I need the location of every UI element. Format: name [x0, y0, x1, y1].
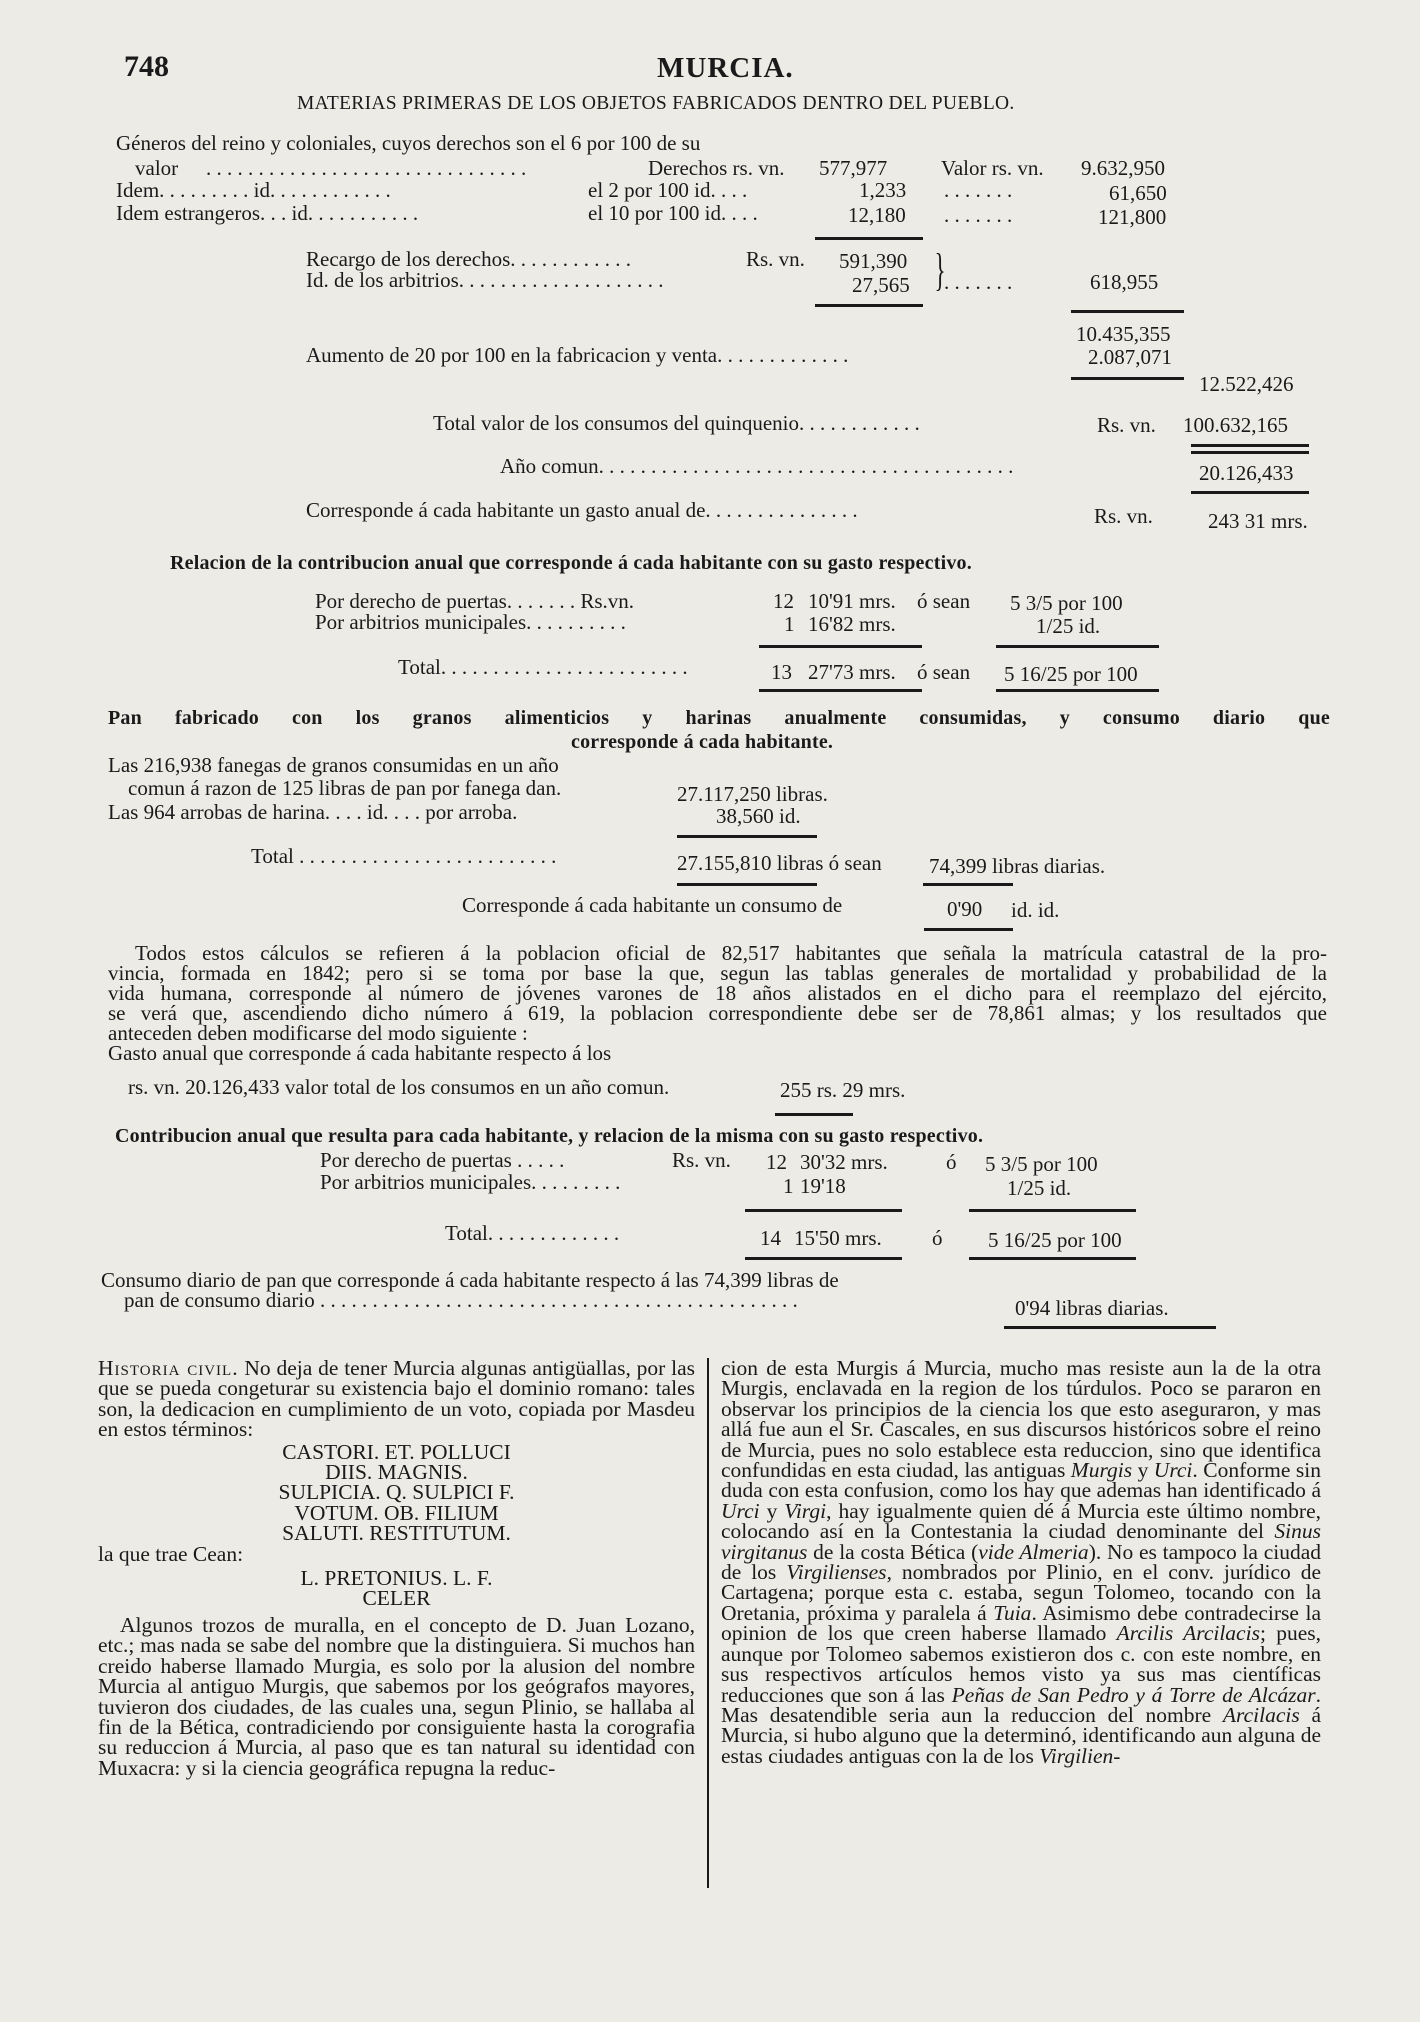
pan-total-diarias: 74,399 libras diarias.	[929, 854, 1106, 878]
consumo-diario-1: Consumo diario de pan que corresponde á cada habitante respecto á las 74,399 libras de	[101, 1268, 839, 1292]
contrib-total-rs: 14	[760, 1226, 781, 1250]
todos-line: anteceden deben modificarse del modo siguiente :	[108, 1021, 528, 1045]
total-valor-unit: Rs. vn.	[1097, 413, 1156, 437]
historia-right-column	[721, 1358, 1321, 1766]
relacion-row2-frac: 1/25 id.	[1036, 614, 1101, 638]
contrib-row2-frac: 1/25 id.	[1007, 1176, 1072, 1200]
total-valor-value: 100.632,165	[1183, 413, 1288, 437]
rule	[775, 1113, 853, 1116]
row1-derechos: 577,977	[819, 156, 888, 180]
pan-title-2: corresponde á cada habitante.	[571, 731, 834, 753]
relacion-row2-rs: 1	[784, 612, 795, 636]
rule	[996, 689, 1159, 692]
rule	[1191, 444, 1309, 447]
historia-left-column	[98, 1358, 695, 1778]
rule	[969, 1209, 1136, 1212]
consumo-diario-2: pan de consumo diario . . . . . . . . . . . . . . . . . . . . . . . . . . . . . . . . . . . . . . . . . . . . . .	[124, 1288, 798, 1312]
inscription-line: CELER	[362, 1586, 431, 1611]
rule	[815, 237, 923, 240]
pan-total-value: 27.155,810 libras ó sean	[677, 851, 882, 875]
rule	[1071, 310, 1184, 313]
pan-line3-value: 38,560 id.	[716, 804, 801, 828]
contrib-total-conj: ó	[932, 1226, 943, 1250]
row1-valor-label: Valor rs. vn.	[941, 156, 1044, 180]
relacion-row1-frac: 5 3/5 por 100	[1010, 591, 1123, 615]
pan-line3: Las 964 arrobas de harina. . . . id. . . . por arroba.	[108, 800, 518, 824]
inscription-line: SULPICIA. Q. SULPICI F.	[278, 1480, 515, 1505]
row2-valor: 61,650	[1109, 181, 1167, 205]
rule	[745, 1257, 902, 1260]
rule	[759, 645, 922, 648]
gasto-anual-2: rs. vn. 20.126,433 valor total de los consumos en un año comun.	[128, 1075, 670, 1099]
contrib-total-frac: 5 16/25 por 100	[988, 1228, 1122, 1252]
pan-line2-value: 27.117,250 libras.	[677, 782, 828, 806]
rule	[1191, 451, 1309, 454]
ano-comun-value: 20.126,433	[1199, 461, 1294, 485]
rule	[677, 883, 817, 886]
rule	[996, 645, 1159, 648]
contrib-row1-rs: 12	[766, 1150, 787, 1174]
relacion-row1-label: Por derecho de puertas. . . . . . . Rs.vn.	[315, 589, 635, 613]
row1-label: valor	[135, 156, 179, 180]
rule	[924, 928, 1013, 931]
relacion-row2-mrs: 16'82 mrs.	[808, 612, 896, 636]
rule	[969, 1257, 1136, 1260]
relacion-row1-conj: ó sean	[917, 589, 971, 613]
running-title: MURCIA.	[657, 52, 794, 84]
relacion-total-rs: 13	[771, 660, 792, 684]
contrib-row1-conj: ó	[946, 1150, 957, 1174]
row3-derechos: 12,180	[848, 203, 906, 227]
arbitrios-dots: . . . . . . .	[944, 270, 1013, 294]
row2-rate: el 2 por 100 id. . . .	[588, 178, 748, 202]
materias-intro: Géneros del reino y coloniales, cuyos derechos son el 6 por 100 de su	[116, 131, 701, 155]
row1-dots: . . . . . . . . . . . . . . . . . . . . . . . . . . . . . . .	[206, 156, 527, 180]
relacion-title: Relacion de la contribucion anual que corresponde á cada habitante con su gasto respectivo.	[170, 552, 972, 574]
row3-rate: el 10 por 100 id. . . .	[588, 201, 758, 225]
arbitrios-label: Id. de los arbitrios. . . . . . . . . . . . . . . . . . . .	[306, 268, 664, 292]
relacion-total-label: Total. . . . . . . . . . . . . . . . . . . . . . . .	[398, 655, 688, 679]
historia-right-text: cion de esta Murgis á Murcia, mucho mas resiste aun la de la otra Murgis, enclavada en la region de los túrdulos. Poco se pararon en observar los principios de la ciencia los que esto aseguraron, y mas allá fue aun el Sr. Cascales, en sus discursos históricos sobre el reino de Murcia, pues no solo establece esta reduccion, sino que identifica confundidas en esta ciudad, las antiguas Murgis y Urci. Conforme sin duda con esta confusion, como los hay que ademas han identificado á Urci y Virgi, hay igualmente quien dé á Murcia este último nombre, colocando así en la Contestania la ciudad denominante del Sinus virgitanus de la costa Bética (vide Almeria). No es tampoco la ciudad de los Virgilienses, nombrados por Plinio, en el conv. jurídico de Cartagena; porque esta c. estaba, segun Tolomeo, tocando con la Oretania, próxima y paralela á Tuia. Asimismo debe contradecirse la opinion de los que creen haberse llamado Arcilis Arcilacis; pues, aunque por Tolomeo sabemos existieron dos c. con este nombre, en sus respectivos artículos hemos visto ya sus mas científicas reducciones que son á las Peñas de San Pedro y á Torre de Alcázar. Mas desatendible seria aun la reduccion del nombre Arcilacis á Murcia, si hubo alguno que la determinó, identificando aun alguna de estas ciudades antiguas con la de los Virgilien-	[721, 1356, 1322, 1768]
contrib-row1-label: Por derecho de puertas . . . . .	[320, 1148, 565, 1172]
pan-consumo-unit: id. id.	[1011, 898, 1060, 922]
gasto-anual-value: 255 rs. 29 mrs.	[780, 1078, 906, 1102]
contrib-row1-mrs: 30'32 mrs.	[800, 1150, 888, 1174]
pan-consumo-label: Corresponde á cada habitante un consumo de	[462, 893, 843, 917]
relacion-row1-mrs: 10'91 mrs.	[808, 589, 896, 613]
row3-label: Idem estrangeros. . . id. . . . . . . . . . .	[116, 201, 419, 225]
column-divider	[707, 1358, 709, 1888]
rule	[923, 883, 1013, 886]
historia-heading: Historia civil.	[98, 1356, 239, 1380]
gasto-unit: Rs. vn.	[1094, 504, 1153, 528]
recargo-label: Recargo de los derechos. . . . . . . . . . . .	[306, 247, 632, 271]
gasto-anual-1: Gasto anual que corresponde á cada habitante respecto á los	[108, 1041, 612, 1065]
historia-para2: Algunos trozos de muralla, en el concepto de D. Juan Lozano, etc.; mas nada se sabe del nombre que la distinguiera. Si muchos han creido haberse llamado Murgia, es solo por la alusion del nombre Murcia al antiguo Murgis, que sabemos por los geógrafos mayores, tuvieron dos ciudades, de las cuales una, segun Plinio, se hallaba al fin de la Bética, contradiciendo por consiguiente hasta la corografia su reduccion á Murcia, al paso que es tan natural su identidad con Muxacra: y si la ciencia geográfica repugna la reduc-	[98, 1612, 695, 1780]
aumento-value: 2.087,071	[1088, 345, 1172, 369]
gasto-label: Corresponde á cada habitante un gasto anual de. . . . . . . . . . . . . . .	[306, 498, 858, 522]
row3-dots: . . . . . . .	[944, 203, 1013, 227]
relacion-total-mrs: 27'73 mrs.	[808, 660, 896, 684]
subtotal: 10.435,355	[1076, 322, 1171, 346]
total-aumento: 12.522,426	[1199, 372, 1294, 396]
contribucion-title: Contribucion anual que resulta para cada habitante, y relacion de la misma con su gasto respectivo.	[115, 1125, 984, 1147]
contrib-row1-unit: Rs. vn.	[672, 1148, 731, 1172]
rule	[1071, 377, 1184, 380]
ano-comun-label: Año comun. . . . . . . . . . . . . . . . . . . . . . . . . . . . . . . . . . . . . . . .	[500, 454, 1014, 478]
aumento-label: Aumento de 20 por 100 en la fabricacion y venta. . . . . . . . . . . . .	[306, 343, 849, 367]
contrib-row2-mrs: 19'18	[800, 1174, 846, 1198]
historia-intro-text: No deja de tener Murcia algunas antigüallas, por las que se pueda congeturar su existencia bajo el dominio romano: tales son, la dedicacion en cumplimiento de un voto, copiada por Masdeu en estos términos:	[98, 1356, 695, 1442]
inscription-line: L. PRETONIUS. L. F.	[300, 1566, 493, 1591]
relacion-total-conj: ó sean	[917, 660, 971, 684]
rule	[759, 689, 922, 692]
recargo-value: 591,390	[839, 249, 908, 273]
inscription-line: DIIS. MAGNIS.	[325, 1460, 468, 1485]
total-valor-label: Total valor de los consumos del quinquenio. . . . . . . . . . . .	[433, 411, 920, 435]
rule	[815, 304, 923, 307]
contrib-row1-frac: 5 3/5 por 100	[985, 1152, 1098, 1176]
row1-derechos-label: Derechos rs. vn.	[648, 156, 785, 180]
gasto-value: 243 31 mrs.	[1208, 509, 1308, 533]
consumo-diario-value: 0'94 libras diarias.	[1015, 1296, 1169, 1320]
pan-line2: comun á razon de 125 libras de pan por fanega dan.	[128, 776, 562, 800]
row3-valor: 121,800	[1098, 205, 1167, 229]
arbitrios-total: 618,955	[1090, 270, 1159, 294]
pan-total-label: Total . . . . . . . . . . . . . . . . . . . . . . . . .	[251, 844, 557, 868]
row2-dots: . . . . . . .	[944, 178, 1013, 202]
cean-line: la que trae Cean:	[98, 1541, 244, 1566]
pan-line1: Las 216,938 fanegas de granos consumidas en un año	[108, 753, 559, 777]
inscription-line: SALUTI. RESTITUTUM.	[282, 1521, 511, 1546]
historia-intro	[98, 1358, 695, 1440]
relacion-row2-label: Por arbitrios municipales. . . . . . . . . .	[315, 610, 626, 634]
todos-line: se verá que, ascendiendo dicho número á 619, la poblacion correspondiente debe ser de 78,861 almas; y los resultados que	[108, 1001, 1327, 1025]
rule	[1191, 491, 1309, 494]
contrib-total-mrs: 15'50 mrs.	[794, 1226, 882, 1250]
rule	[1004, 1326, 1216, 1329]
inscription-line: VOTUM. OB. FILIUM	[294, 1500, 499, 1525]
todos-line: Todos estos cálculos se refieren á la poblacion oficial de 82,517 habitantes que señala la matrícula catastral de la pro-	[135, 941, 1327, 965]
pan-consumo-value: 0'90	[947, 897, 983, 921]
recargo-unit: Rs. vn.	[746, 247, 805, 271]
rule	[677, 835, 817, 838]
row2-derechos: 1,233	[859, 178, 907, 202]
row1-valor: 9.632,950	[1081, 156, 1165, 180]
page-number: 748	[124, 50, 169, 83]
contrib-row2-label: Por arbitrios municipales. . . . . . . . .	[320, 1170, 621, 1194]
pan-title: Pan fabricado con los granos alimenticios y harinas anualmente consumidas, y consumo diario que	[108, 707, 1330, 729]
arbitrios-value: 27,565	[852, 273, 910, 297]
rule	[745, 1209, 902, 1212]
row2-label: Idem. . . . . . . . . id. . . . . . . . . . . .	[116, 178, 391, 202]
relacion-total-frac: 5 16/25 por 100	[1004, 662, 1138, 686]
inscription-line: CASTORI. ET. POLLUCI	[282, 1439, 511, 1464]
materias-title: MATERIAS PRIMERAS DE LOS OBJETOS FABRICADOS DENTRO DEL PUEBLO.	[297, 93, 1015, 114]
contrib-total-label: Total. . . . . . . . . . . . .	[445, 1221, 620, 1245]
todos-line: vida humana, corresponde al número de jóvenes varones de 18 años alistados en el dicho para el reemplazo del ejército,	[108, 981, 1327, 1005]
contrib-row2-rs: 1	[783, 1174, 794, 1198]
todos-line: vincia, formada en 1842; pero si se toma por base la que, segun las tablas generales de mortalidad y probabilidad de la	[108, 961, 1327, 985]
brace: }	[934, 244, 946, 295]
relacion-row1-rs: 12	[773, 589, 794, 613]
